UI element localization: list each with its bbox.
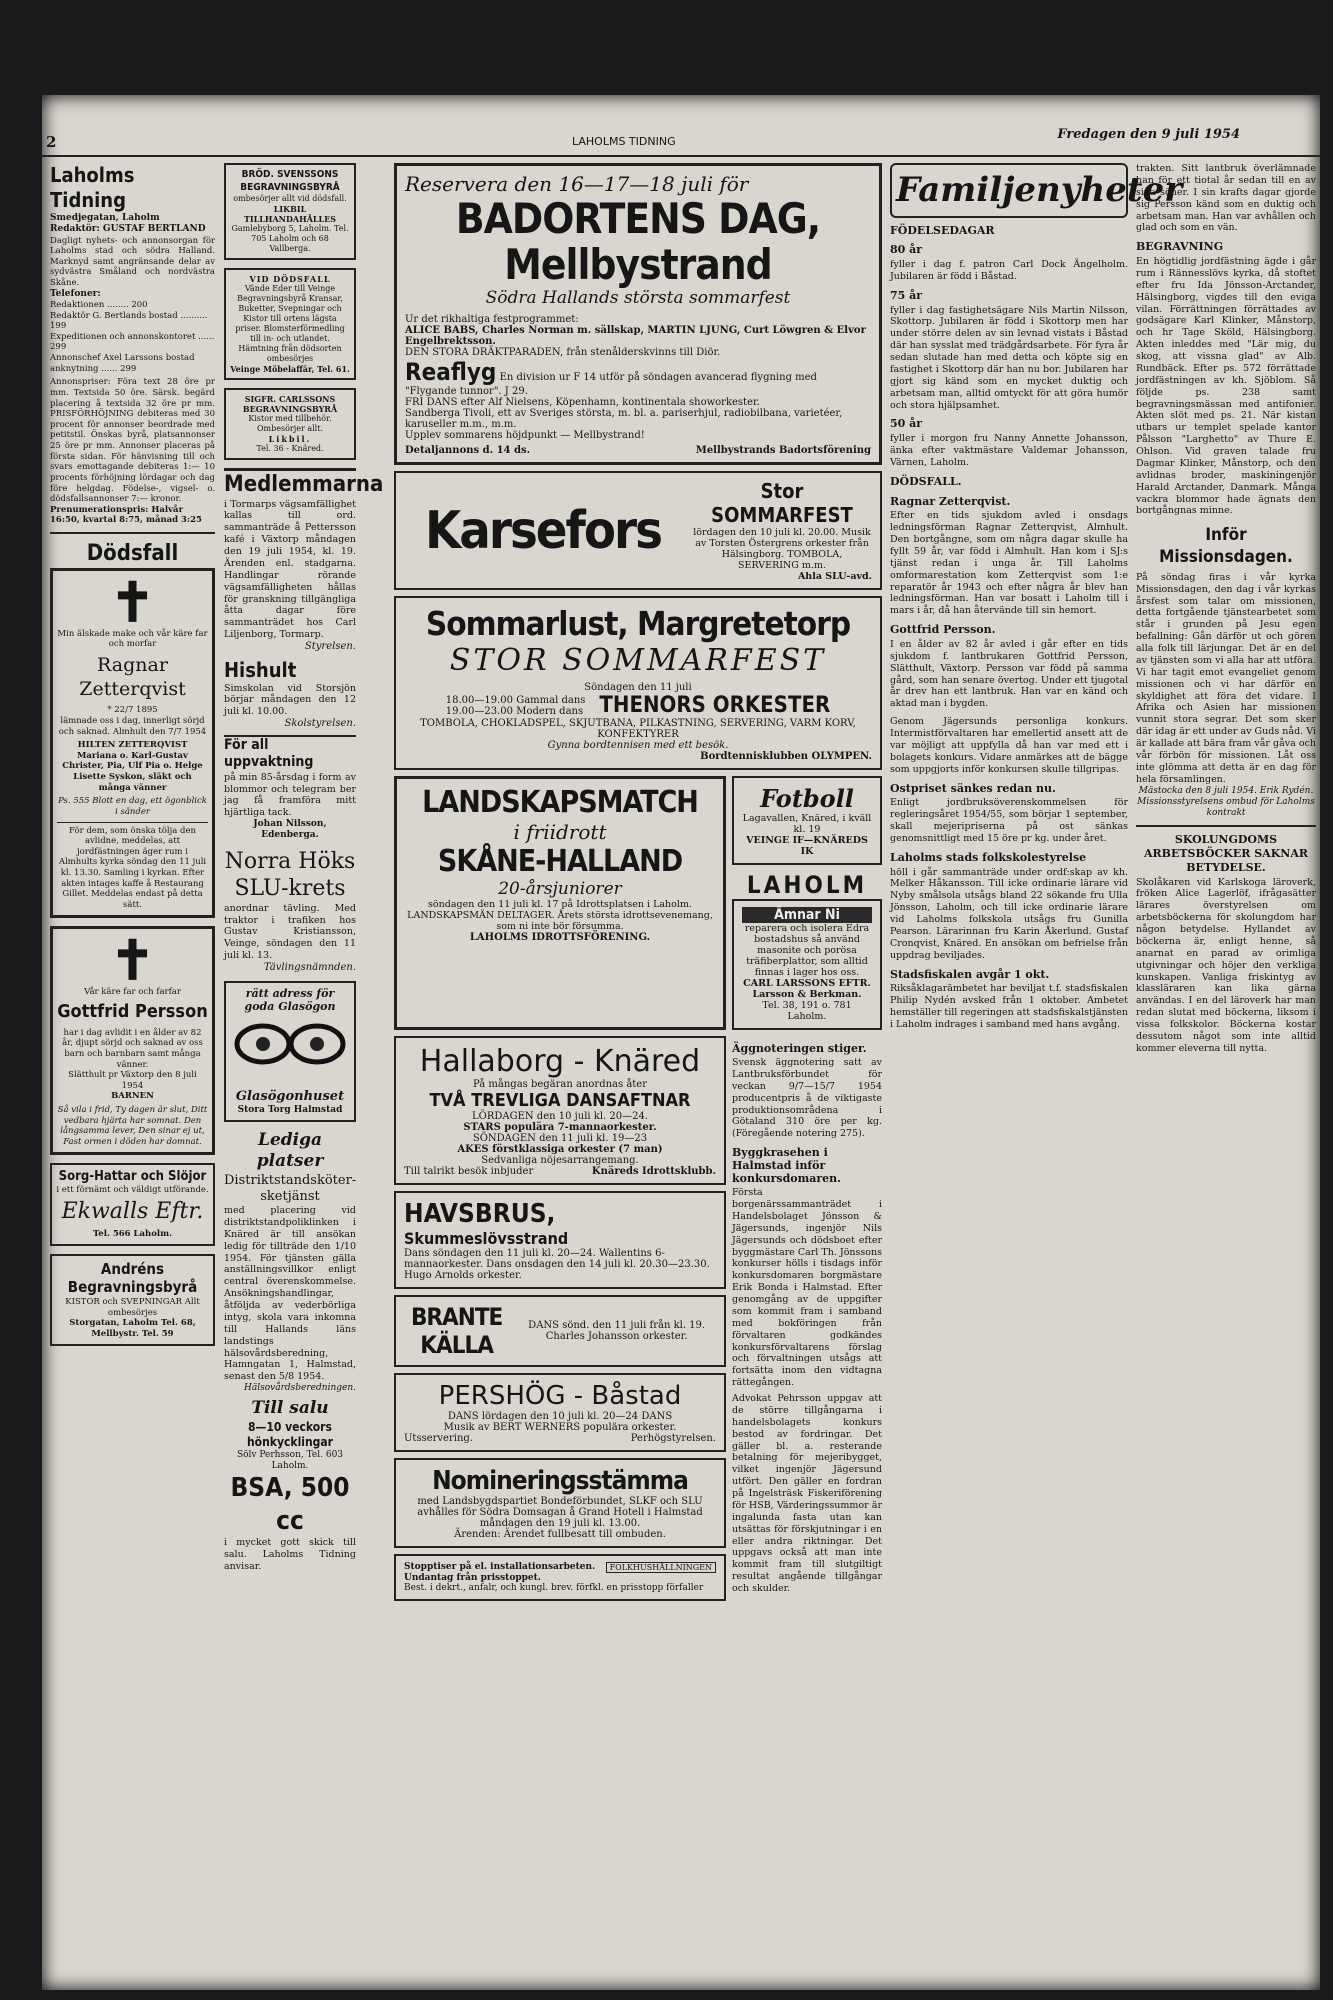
ledig-sub: Distriktstandsköter-sketjänst [224,1172,357,1204]
ad-sign: Ahla SLU-avd. [797,571,872,582]
news-text: Advokat Pehrsson uppgav att de större tillgångarna i handelsbolagets konkurs bestod av fordringar. Det gäller bl. a. resterande betalning för mejeribygget, vilket ingenjör Jägersund utfört. Den gäller en fordran på Ingelsträsk Fiskeriförening för HSB, Värderingssummor är ingalunda fasta utan kan utsättas för förskjutningar i en eller andra riktningar. Det uppgavs också att man inte kommit fram till slutgiltigt resultat angående tillgångar och skulder. [732,1393,882,1594]
ad-prices: Annonspriser: Föra text 28 öre pr mm. Textsida 50 öre. Särsk. begärd placering å textsida 32 öre pr mm. PRISFÖRHÖJNING debiteras med 30 procent för annonser beordrade med petitstil. Önskas byrå, platsannonser 25 öre pr mm. Annonser placeras på första sidan. För hänvisning till och svars emottagande debiteras 1:— 10 procents förhöjning lördagar och dag före helgdag. Födelse-, vigsel- o. dödsfallsannonser 7:— kronor. [50,377,215,505]
column-masthead [50,163,215,1953]
ad-pre: Reservera den 16—17—18 juli för [405,172,749,196]
item-sign: Mästocka den 8 juli 1954. Erik Rydén. Missionsstyrelsens ombud för Laholms kontrakt [1137,785,1315,818]
deaths-title: Dödsfall [86,541,179,566]
notice-family: BARNEN [111,1091,154,1102]
item-text: fyller i dag fastighetsägare Nils Martin Nilsson, Skottorp. Jubilaren är född i Skottorp men har under större delen av sin levnad vistats i Båstad där han sysslat med trädgårdsarbete. För fyra år sedan slutade han med detta och köpte sig en fastighet i Skottorp där han nu bor. Jubilaren har gjort sig känd som en mycket duktig och arbetsam man, alltid omtyckt för att göra humör och stora hjälpsamhet. [890,304,1128,411]
ad-title: Sorg-Hattar och Slöjor [58,1168,207,1184]
item-text: I en ålder av 82 år avled i går efter en tids sjukdom f. lantbrukaren Gottfrid Persson, Slätthult, Växtorp. Persson var född på samma gård, som han senare övertog. Under ett tjugotal år drev han ett lantbruk. Han var en känd och aktad man i bygden. [890,638,1128,710]
ad-text: På mångas begäran anordnas åter [472,1079,648,1090]
ad-line: Gynna bordtennisen med ett besök. [547,740,729,751]
subscription: Prenumerationspris: Halvår 16:50, kvartal 8:75, månad 3:25 [50,504,202,526]
agency-logo: FOLKHUSHÅLLNINGEN [606,1562,716,1573]
section-title: FÖDELSEDAGAR [890,223,995,237]
sigfr-ad [224,388,356,460]
item-text: Genom Jägersunds personliga konkurs. Intermistförvaltaren har emellertid ansett att de var möjligt att uppfylla då han var med ett i bolagets konkurs. Vidare anmärkes att de bägge som uppgjorts inför konkursen skulle tillgripas. [890,716,1128,775]
ad-match: VEINGE IF—KNÄREDS IK [746,835,868,857]
masthead-title: Laholms Tidning [50,163,135,212]
ad-title: Hallaborg - Knäred [419,1044,701,1079]
ad-text: Vände Eder till Veinge Begravningsbyrå Kransar, Buketter, Svepningar och Kistor till ortens lägsta priser. Blomsterförmedling till in- och utlandet. Hämtning från dödsorten ombesörjes [235,284,345,363]
vid-dodsfall-ad [224,268,356,380]
ad-title: Fotboll [760,784,854,813]
landskap-ad [394,776,726,1030]
medlem-sign: Styrelsen. [304,641,356,652]
cross-icon: ✝ [109,569,156,634]
masthead-intro: Dagligt nyhets- och annonsorgan för Laholms stad och södra Halland. Marknyd samt angränsande delar av sydvästra Småland och nordvästra Skåne. [50,235,215,288]
deceased-name: Ragnar Zetterqvist [79,653,186,700]
ad-address: Veinge Möbelaffär, Tel. 61. [230,364,350,374]
item-text: höll i går sammanträde under ordf:skap av kh. Melker Håkansson. Till icke ordinarie lärare vid Nyby smålsola utsågs bland 22 sökande fru Ulla Jönsson, Laholm, och till icke ordinarie lärare vid Laholms folkskola utsågs fru Gunilla Pearson. Lärarinnan fru Karin Åkerlund. Gustaf Cronqvist, Knäred. En ansökan om befrielse från uppdrag beviljades. [890,866,1128,961]
item-heading: 75 år [890,288,923,302]
ad-text: Lagavallen, Knäred, i kväll kl. 19 [742,813,872,835]
norra-text: anordnar tävling. Med traktor i trafiken hos Gustav Kristiansson, Veinge, söndagen den 11 juli kl. 13. [224,902,356,962]
orchestra-name: THENORS ORKESTER [599,693,831,718]
ad-sub: Musik av BERT WERNERS populära orkester. [443,1422,677,1433]
ad-sub: Undantag från prisstoppet. [404,1573,541,1583]
ad-text: i ett förnämt och väldigt utförande. [56,1184,209,1195]
issue-date: Fredagen den 9 juli 1954 [1057,127,1240,142]
notice-verse: Så vila i frid, Ty dagen är slut, Ditt vedbara hjärta har somnat. Den långsamma lever, Den sinar ej ut, Fast ormen i döden har domnat. [57,1105,208,1147]
phone-list [50,300,215,374]
item-heading: Inför Missionsdagen. [1159,525,1293,567]
fotboll-ad [732,776,882,865]
ad-line: Sedvanliga nöjesarrangemang. [481,1155,639,1166]
ad-sub: i friidrott [513,820,607,844]
till-salu-addr: Sölv Perhsson, Tel. 603 Laholm. [236,1449,344,1471]
ad-sign: CARL LARSSONS EFTR. Larsson & Berkman. [743,978,871,1000]
newspaper-page [42,95,1320,1990]
ad-sub: Stor SOMMARFEST [711,479,853,527]
ad-title: BRANTE KÄLLA [410,1303,503,1359]
column-ads [394,163,882,1953]
till-salu-title: Till salu [251,1398,329,1419]
ad-sign: Knäreds Idrottsklubb. [591,1166,716,1177]
teams: SKÅNE-HALLAND [437,844,683,879]
norra-sign: Tävlingsnämnden. [263,962,356,973]
ad-text: KISTOR och SVEPNINGAR Allt ombesörjes [65,1297,200,1318]
uppvakt-sign: Johan Nilsson, Edenberga. [253,819,327,841]
ad-sub: TVÅ TREVLIGA DANSAFTNAR [429,1090,691,1111]
page-number: 2 [46,133,57,151]
column-church-news [1136,163,1316,1953]
pershog-ad [394,1373,726,1452]
ad-text: reparera och isolera Edra bostadshus så använd masonite och porösa träfiberplattor, som alltid finnas i lager hos oss. [744,923,870,978]
phone-line: Expeditionen och annonskontoret ...... 299 [50,331,215,353]
page-header [42,127,1320,157]
editor: Redaktör: GUSTAF BERTLAND [50,224,206,235]
ad-text: Kistor med tillbehör. Ombesörjer allt. [248,414,332,433]
ad-title: SIGFR. CARLSSONS BEGRAVNINGSBYRÅ [242,394,338,414]
ad-sub: Skummeslövsstrand [404,1229,569,1248]
item-text: Enligt jordbruksöverenskommelsen för regleringsåret 1954/55, som börjar 1 september, skall mejeripriserna på ost sänkas genomsnittligt med 15 öre pr kg. under året. [890,797,1128,844]
hishult-text: Simskolan vid Storsjön börjar måndagen den 12 juli kl. 10.00. [224,682,356,718]
column-small-ads [224,163,384,1953]
item-heading: 50 år [890,417,923,431]
uppvakt-text: på min 85-årsdag i form av blommor och telegram ber jag få framföra mitt hjärtliga tack. [224,771,356,819]
notice-place: Slätthult pr Växtorp den 8 juli 1954 [68,1070,197,1091]
ad-text: Dans söndagen den 11 juli kl. 20—24. Wallentins 6-mannaorkester. Dans onsdagen den 14 juli kl. 20.30—23.30. Hugo Arnolds orkester. [404,1248,710,1281]
ad-line: 19.00—23.00 Modern dans [445,705,584,717]
cross-icon: ✝ [109,927,156,992]
phone-line: Redaktör G. Bertlands bostad .......... 199 [50,310,208,332]
item-text: fyller i morgon fru Nanny Annette Johansson, änka efter vaktmästare Valdemar Johansson, Värnen, Laholm. [890,433,1128,468]
ad-line: SÖNDAGEN den 11 juli kl. 19—23 [472,1133,648,1144]
notice-note: För dem, som önska tölja den avlidne, meddelas, att jordfästningen äger rum i Almhults kyrka söndag den 11 juli kl. 13.30. Samling i kyrkan. Efter akten intages kaffe å Restaurang Gillet. Meddelas endast på detta sätt. [57,822,208,911]
ad-sub: Likbil. [268,434,312,444]
ad-line: FRI DANS efter Alf Nielsens, Köpenhamn, kontinentala showorkester. [405,397,760,408]
item-heading: Gottfrid Persson. [890,623,996,637]
reaflyg-label: Reaflyg [405,358,497,386]
havsbrus-ad [394,1191,726,1289]
ad-line: 18.00—19.00 Gammal dans [445,694,586,706]
ad-title: HAVSBRUS, [404,1199,556,1229]
ad-line: LÖRDAGEN den 10 juli kl. 20—24. [471,1111,649,1122]
paper-name: LAHOLMS TIDNING [572,135,676,148]
ad-title: Stopptiser på el. installationsarbeten. [404,1562,596,1572]
ad-text: DANS sönd. den 11 juli från kl. 19. Charles Johansson orkester. [528,1320,706,1342]
phone-line: Redaktionen ........ 200 [50,299,148,310]
ad-title: LANDSKAPSMATCH [422,785,698,820]
ad-text: ombesörjer allt vid dödsfall. [233,194,347,203]
death-notice-2 [50,926,215,1155]
ad-address: Stora Torg Halmstad [237,1104,343,1115]
amnar-ad [732,899,882,1030]
stopp-ad [394,1554,726,1601]
ad-date: Söndagen den 11 juli [584,682,692,693]
item-heading: BEGRAVNING [1136,240,1224,254]
notice-dates: * 22/7 1895 [107,705,158,716]
deceased-name: Gottfrid Persson [57,1001,208,1023]
item-heading: SKOLUNGDOMS ARBETSBÖCKER SAKNAR BETYDELSE. [1143,833,1308,874]
ad-title: rätt adress för goda Glasögon [244,986,336,1014]
ad-address: Storgatan, Laholm Tel. 68, Mellbystr. Tel. 59 [69,1318,196,1339]
eyeglasses-icon [231,1014,349,1084]
ad-title: Nomineringsstämma [432,1466,688,1496]
ad-address: Tel. 38, 191 o. 781 Laholm. [762,1000,852,1022]
ad-title: VID DÖDSFALL [249,274,331,284]
item-heading: Laholms stads folkskolestyrelse [890,850,1087,864]
ad-line: Upplev sommarens höjdpunkt — Mellbystrand! [405,430,645,441]
item-text: På söndag firas i vår kyrka Missionsdagen, den dag i vår kyrkas årsfest som talar om missionen, detta fortgående tjänstearbetet som står i grunden på Jesu egen befallning: Gån därför ut och gören alla folk till lärjungar. Det är en del av tjänsten som vi alla har att utföra. Vi har tagit emot evangeliet genom missionen och vi har därför en skyldighet att föra det vidare. I Afrika och Asien har missionen vunnit stora segrar. Det som sker där idag är ett under av Guds nåd. Vi är kallade att bära fram vår gåva och vår förbön för missionen. Låt oss inte glömma att detta är en dag för hela församlingen. [1136,571,1316,785]
ad-sign: Mellbystrands Badortsförening [695,445,871,456]
bsa-text: i mycket gott skick till salu. Laholms Tidning anvisar. [224,1537,356,1572]
ad-line: ALICE BABS, Charles Norman m. sällskap, MARTIN LJUNG, Curt Löwgren & Elvor Engelbrektsson. [405,325,866,347]
section-title: DÖDSFALL. [890,474,962,488]
ad-line: Sandberga Tivoli, ett av Sveriges största, m. bl. a. pariserhjul, radiobilbana, varietéer, karuseller m.m., m.m. [405,408,843,430]
karsefors-ad [394,471,882,590]
ad-title: Ämnar Ni [742,907,872,923]
phone-line: Annonschef Axel Larssons bostad anknytning ...... 299 [50,353,195,374]
hallaborg-ad [394,1036,726,1185]
ad-sub: LIKBIL TILLHANDAHÅLLES [243,204,337,224]
ad-address: Tel. 566 Laholm. [92,1228,173,1239]
item-text: Efter en tids sjukdom avled i onsdags ledningsförman Ragnar Zetterqvist, Almhult. Den bortgångne, som om några dagar skulle ha fyllt 59 år, var född i Almhult. Han kom i SJ:s tjänst redan i unga år. Till Laholms omformarestation kom Zetterqvist som 1:e reparatör år 1943 och efter några år blev han ledningsförman. Han var bosatt i Laholm till i mars i år, då han återvände till sin hemort. [890,510,1128,617]
item-heading: Ostpriset sänkes redan nu. [890,781,1056,795]
laholm-banner: LAHOLM [746,871,868,899]
ledig-sign: Hälsovårdsberedningen. [244,1383,356,1394]
ad-text: söndagen den 11 juli kl. 17 på Idrottsplatsen i Laholm. LANDSKAPSMÄN DELTAGER. Årets största idrottsevenemang, som ni inte bör försumma. [407,899,713,932]
ad-foot: Utsservering. [404,1433,473,1444]
ad-text: Best. i dekrt., anfalr, och kungl. brev. förfkl. en prisstopp förfaller [404,1583,704,1593]
news-text: Första borgenärssammanträdet i Handelsbolaget Jönsson & Jägersunds, ingenjör Nils Jägersunds och dödsboet efter byggmästare Carl Th. Jönssons konkurser hölls i tisdags inför konkursdomaren borgmästare Erik Bonda i Halmstad. Efter genomgång av de uppgifter som kommit fram i samband med bokföringen från förvaltaren godkändes konkursförvaltarens förslag och förvaltningen utsågs att fortsätta inom den vidtagna rättegången. [732,1187,882,1389]
item-heading: Stadsfiskalen avgår 1 okt. [890,967,1050,981]
ad-title: Karsefors [425,500,661,561]
nomin-ad [394,1458,726,1548]
notice-family: HILTEN ZETTERQVIST Mariana o. Karl-Gustav Christer, Pia, Ulf Pia o. Helge Lisette Syskon, släkt och många vänner [62,740,203,793]
item-heading: 80 år [890,243,923,257]
uppvakt-title: För all uppvaktning [224,735,356,772]
ad-address: Gamlebyborg 5, Laholm. Tel. 705 Laholm och 68 Vallberga. [231,224,349,253]
sorg-ad [50,1163,215,1246]
ad-foot: Ärenden: Ärendet fullbesatt till ombuden. [454,1529,666,1540]
hishult-sign: Skolstyrelsen. [284,718,356,730]
item-heading: Ragnar Zetterqvist. [890,494,1011,508]
item-text: trakten. Sitt lantbruk överlämnade han för ett tiotal år sedan till en av sina söner. I sin krafts dagar gjorde sig Persson känd som en duktig och arbetsam man. Han var avhållen och glad och som en vän. [1136,163,1316,234]
ad-text: med Landsbygdspartiet Bondeförbundet, SLKF och SLU avhålles för Södra Domsagan å Grand Hotell i Halmstad måndagen den 19 juli kl. 13.00. [417,1496,703,1529]
bsa-title: BSA, 500 cc [230,1473,350,1536]
ad-sub: STOR SOMMARFEST [449,643,827,678]
ad-text: TOMBOLA, CHOKLADSPEL, SKJUTBANA, PILKASTNING, SERVERING, VARM KORV, KONFEKTYRER [420,718,856,740]
family-banner [890,163,1183,218]
ad-foot: Detaljannons d. 14 ds. [405,445,531,456]
ad-class: 20-årsjuniorer [498,879,622,899]
notice-intro: Vår käre far och farfar [84,986,181,997]
ad-title: Andréns Begravningsbyrå [67,1259,198,1297]
till-salu-sub: 8—10 veckors hönkycklingar [246,1419,333,1449]
glasogon-ad [224,981,356,1123]
ad-address: Tel. 36 - Knäred. [256,444,324,453]
news-text: Svensk äggnotering satt av Lantbruksförbundet för veckan 9/7—15/7 1954 producentpris å de viktigaste produktionsområdena i Götaland 310 öre per kg. (Föregående notering 275). [732,1057,882,1140]
ad-foot: Till talrikt besök inbjuder [404,1166,534,1177]
medlem-title: Medlemmarna [224,472,384,497]
item-text: En högtidlig jordfästning ägde i går rum i Rännesslövs kyrka, då stoftet efter fru Ida Jönsson-Arctander, Hälsingborg, vigdes till den eviga vilan. Förrättningen förrättades av godsägare Karl Klinker, Månstorp, och hr Tage Sköld, Hälsingborg. Akten inleddes med "Lär mig, du skog, att vissna glad" av Alb. Rundbäck. Efter ps. 572 förrättade jordfästningen av kh. Sjöblom. Så följde ps. 238 samt begravningsmässan med antifonier. Akten slöt med ps. 21. När kistan utbars ur templet spelade kantor Pålsson "Larghetto" av Thure E. Ohlson. Vid graven talade fru Dagmar Klinker, Månstorp, och den avlidnas broder, maskiningenjör Harald Arctander, Danmark. Många vackra blommor hade ägnats den bortgångnas minne. [1136,256,1316,517]
notice-verse: Ps. 555 Blott en dag, ett ögonblick i sänder [58,796,207,817]
ad-title: PERSHÖG - Båstad [438,1381,682,1411]
item-text: Riksåklagarämbetet har beviljat t.f. stadsfiskalen Philip Nydén avsked från 1 oktober. Ambetet hemställer till regeringen att stadsfiskalstjänsten i Laholm indrages i samband med hans avgång. [890,983,1128,1030]
ad-title: BADORTENS DAG, Mellbystrand [455,194,821,289]
brante-ad [394,1295,726,1367]
ad-sign: Perhögstyrelsen. [630,1433,716,1444]
news-headline: Byggkrasehen i Halmstad inför konkursdomaren. [732,1146,841,1186]
ad-text: DANS lördagen den 10 juli kl. 20—24 DANS [447,1411,673,1422]
item-text: Skolåkaren vid Karlskoga läroverk, fröken Alice Lagerlöf, ifrågasätter lärares överstyrelsen om arbetsböckerna för skolungdom har någon betydelse. Hyllandet av böckerna är, enligt henne, så anarnat en parad av orimliga utgivningar och höjer den verkliga kunskapen. Vanliga friskintyg av klassläraren kan lika gärna användas. I en del läroverk har man redan slutat med böckerna, liksom i vissa folkskolor. Böckerna kostar dessutom något som inte alltid kommer eleverna till nytta. [1136,876,1316,1054]
ad-line: AKES förstklassiga orkester (7 man) [457,1144,663,1155]
shop-logo: Ekwalls Eftr. [61,1199,204,1225]
ad-line: En division ur F 14 utför på söndagen avancerad flygning med "Flygande tunnor". J 29. [405,372,817,397]
notice-text: lämnade oss i dag, innerligt sörjd och saknad. Almhult den 7/7 1954 [58,715,207,737]
ad-line: STARS populära 7-mannaorkester. [463,1122,657,1133]
shop-name: Glasögonhuset [235,1088,345,1104]
andrens-ad [50,1254,215,1346]
ad-line: DEN STORA DRÄKTPARADEN, från stenålderskvinns till Diör. [405,347,721,358]
sommarlust-ad [394,596,882,770]
item-text: fyller i dag f. patron Carl Dock Ängelholm. Jubilaren är född i Båstad. [890,259,1128,282]
badort-ad [394,163,882,465]
banner-title: Familjenyheter [896,170,1183,210]
ad-title: BRÖD. SVENSSONS BEGRAVNINGSBYRÅ [240,169,340,193]
news-headline: Äggnoteringen stiger. [732,1042,867,1055]
ledig-text: med placering vid distriktstandpoliklinken i Knäred är till ansökan ledig för tillträde den 1/10 1954. För tjänsten gälla anställningsvillkor enligt central överenskommelse. Ansökningshandlingar, åtföljda av vederbörliga intyg, skola vara inkomna till Hallands läns landstings hälsovårdsberedning, Hamngatan 1, Halmstad, senast den 5/8 1954. [224,1205,356,1383]
ad-line: Ur det rikhaltiga festprogrammet: [405,314,579,325]
ad-sign: LAHOLMS IDROTTSFÖRENING. [469,932,651,943]
death-notice-1 [50,568,215,918]
ad-title: Sommarlust, Margretetorp [425,604,851,643]
masthead-address: Smedjegatan, Laholm [50,213,160,223]
ad-text: lördagen den 10 juli kl. 20.00. Musik av Torsten Östergrens orkester från Hälsingborg. TOMBOLA, SERVERING m.m. [693,527,871,571]
notice-intro: Min älskade make och vår käre far och morfar [57,628,208,650]
ad-sub: Södra Hallands största sommarfest [485,288,791,308]
norra-title: Norra Höks SLU-krets [224,848,356,902]
ad-sign: Bordtennisklubben OLYMPEN. [700,751,872,762]
medlem-text: i Tormarps vägsamfällighet kallas till ord. sammanträde å Pettersson kafé i Växtorp måndagen den 19 juli 1954, kl. 19. Ärenden enl. stadgarna. Handlingar rörande vägsamfälligheten hållas för granskning tillgängliga åtta dagar före sammanträdet hos Carl Liljenborg, Tormarp. [224,498,356,641]
notice-text: har i dag avlidit i en ålder av 82 år, djupt sörjd och saknad av oss barn och barnbarn samt många vänner. [62,1027,203,1070]
phones-title: Telefoner: [50,288,101,299]
hishult-title: Hishult [224,657,297,682]
svensson-ad [224,163,356,260]
ledig-title: Lediga platser [256,1130,324,1172]
